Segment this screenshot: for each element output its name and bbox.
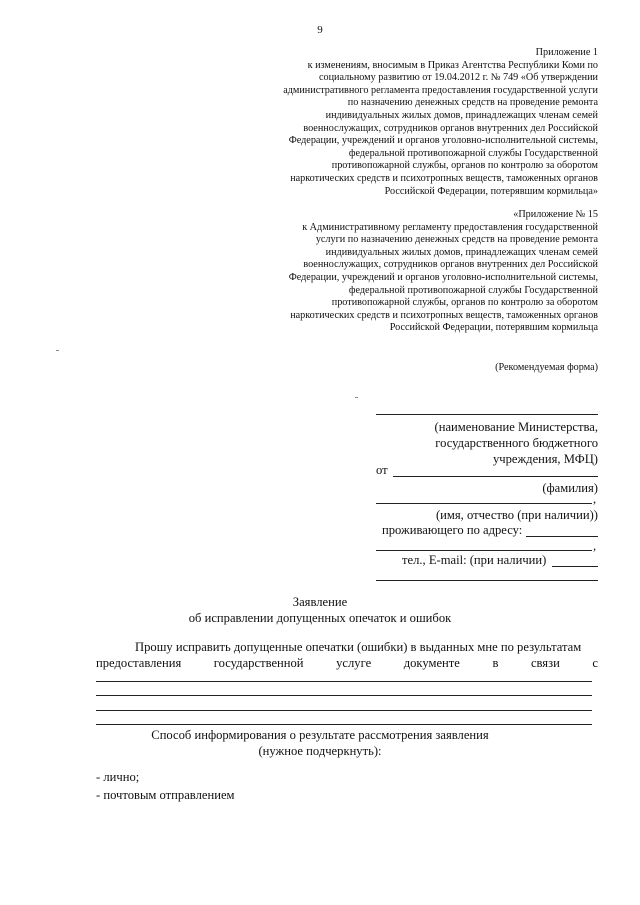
ministry-hint-2: государственного бюджетного bbox=[435, 436, 598, 450]
appendix-1-line: наркотических средств и психотропных веществ, таможенных органов bbox=[290, 172, 598, 184]
statement-subtitle: об исправлении допущенных опечаток и ошибок bbox=[188, 611, 452, 625]
comma: , bbox=[593, 492, 597, 506]
from-label: от bbox=[376, 463, 388, 477]
reason-line[interactable] bbox=[96, 695, 592, 696]
appendix-1-line: Российской Федерации, потерявшим кормильца» bbox=[384, 185, 598, 197]
appendix-15-line: услуги по назначению денежных средств на проведение ремонта bbox=[315, 234, 598, 246]
recommended-form-note: (Рекомендуемая форма) bbox=[495, 362, 598, 373]
comma: , bbox=[593, 539, 597, 553]
address-field-2[interactable] bbox=[376, 550, 592, 551]
appendix-1-line: социальному развитию от 19.04.2012 г. № 749 «Об утверждении bbox=[318, 72, 598, 84]
option-in-person[interactable]: - лично; bbox=[96, 770, 140, 784]
appendix-15-line: военнослужащих, сотрудников органов внутренних дел Российской bbox=[303, 259, 598, 271]
statement-title: Заявление bbox=[292, 595, 348, 609]
reason-line[interactable] bbox=[96, 710, 592, 711]
appendix-15-line: Российской Федерации, потерявшим кормильца bbox=[389, 322, 598, 334]
appendix-1-line: индивидуальных жилых домов, принадлежащих членам семей bbox=[325, 109, 598, 121]
appendix-15-line: к Административному регламенту предоставления государственной bbox=[302, 221, 598, 233]
name-field[interactable] bbox=[376, 503, 592, 504]
ministry-name-field[interactable] bbox=[376, 414, 598, 415]
ministry-hint-1: (наименование Министерства, bbox=[434, 420, 598, 434]
address-field[interactable] bbox=[526, 536, 598, 537]
address-label: проживающего по адресу: bbox=[382, 523, 523, 537]
name-hint: (имя, отчество (при наличии)) bbox=[435, 508, 598, 522]
reason-line[interactable] bbox=[96, 681, 592, 682]
request-word: государственной bbox=[213, 656, 304, 670]
appendix-15-line: федеральной противопожарной службы Государственной bbox=[348, 284, 598, 296]
phone-field[interactable] bbox=[552, 566, 598, 567]
phone-field-2[interactable] bbox=[376, 580, 598, 581]
appendix-1-line: федеральной противопожарной службы Государственной bbox=[348, 147, 598, 159]
appendix-15-line: Федерации, учреждений и органов уголовно-исполнительной системы, bbox=[288, 271, 598, 283]
notification-title: Способ информирования о результате рассмотрения заявления bbox=[151, 728, 489, 742]
request-word: в bbox=[492, 656, 499, 670]
appendix-1-line: противопожарной службы, органов по контролю за оборотом bbox=[331, 160, 598, 172]
phone-label: тел., E-mail: (при наличии) bbox=[402, 553, 547, 567]
appendix-1-line: по назначению денежных средств на проведение ремонта bbox=[347, 97, 598, 109]
appendix-1-line: административного регламента предоставления государственной услуги bbox=[283, 84, 598, 96]
page-number: 9 bbox=[317, 24, 323, 36]
surname-hint: (фамилия) bbox=[542, 481, 598, 495]
appendix-15-line: индивидуальных жилых домов, принадлежащих членам семей bbox=[325, 246, 598, 258]
request-word: с bbox=[592, 656, 598, 670]
appendix-1-line: Приложение 1 bbox=[535, 47, 598, 58]
surname-field[interactable] bbox=[393, 476, 598, 477]
appendix-15-header bbox=[238, 209, 598, 335]
appendix-15-line: наркотических средств и психотропных веществ, таможенных органов bbox=[290, 309, 598, 321]
request-word: документе bbox=[403, 656, 460, 670]
appendix-1-line: Федерации, учреждений и органов уголовно-исполнительной системы, bbox=[288, 135, 598, 147]
appendix-15-line: противопожарной службы, органов по контролю за оборотом bbox=[331, 297, 598, 309]
request-word: предоставления bbox=[96, 656, 182, 670]
option-by-mail[interactable]: - почтовым отправлением bbox=[96, 788, 235, 802]
appendix-15-line: «Приложение № 15 bbox=[513, 209, 598, 220]
reason-line[interactable] bbox=[96, 724, 592, 725]
margin-mark bbox=[355, 397, 358, 398]
ministry-hint-3: учреждения, МФЦ) bbox=[492, 452, 598, 466]
request-word: связи bbox=[530, 656, 560, 670]
appendix-1-line: военнослужащих, сотрудников органов внутренних дел Российской bbox=[303, 122, 598, 134]
appendix-1-header bbox=[238, 47, 598, 198]
notification-subtitle: (нужное подчеркнуть): bbox=[258, 744, 382, 758]
margin-mark bbox=[56, 350, 59, 351]
request-line-1: Прошу исправить допущенные опечатки (ошибки) в выданных мне по результатам bbox=[135, 640, 582, 654]
request-word: услуге bbox=[336, 656, 372, 670]
request-line-2 bbox=[96, 656, 598, 671]
appendix-1-line: к изменениям, вносимым в Приказ Агентства Республики Коми по bbox=[307, 59, 598, 71]
